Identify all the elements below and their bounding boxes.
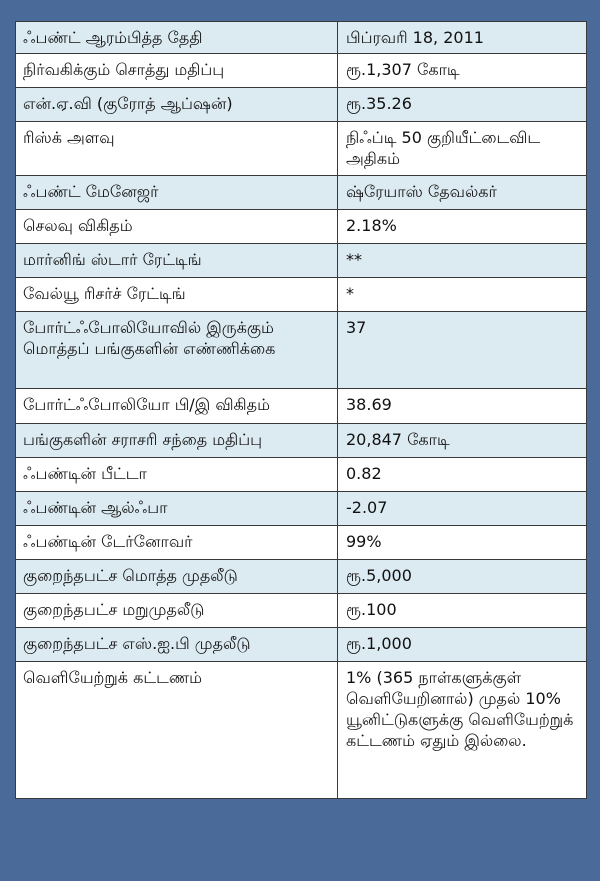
row-value: ரூ.1,000 (338, 628, 587, 662)
table-row (16, 389, 587, 424)
table-row (16, 54, 587, 88)
row-label: போர்ட்ஃபோலியோ பி/இ விகிதம் (16, 389, 338, 424)
fund-details-table (15, 21, 587, 799)
row-value: * (338, 278, 587, 312)
row-value: ரூ.5,000 (338, 560, 587, 594)
row-value: ஷ்ரேயாஸ் தேவல்கர் (338, 176, 587, 210)
row-label: வேல்யூ ரிசர்ச் ரேட்டிங் (16, 278, 338, 312)
row-value: நிஃப்டி 50 குறியீட்டைவிட அதிகம் (338, 122, 587, 176)
row-value: -2.07 (338, 492, 587, 526)
row-label: மார்னிங் ஸ்டார் ரேட்டிங் (16, 244, 338, 278)
row-value: ரூ.1,307 கோடி (338, 54, 587, 88)
table-row (16, 526, 587, 560)
row-label: குறைந்தபட்ச மொத்த முதலீடு (16, 560, 338, 594)
row-value: 20,847 கோடி (338, 424, 587, 458)
row-label: குறைந்தபட்ச எஸ்.ஐ.பி முதலீடு (16, 628, 338, 662)
fund-details-body (16, 22, 587, 799)
row-value: பிப்ரவரி 18, 2011 (338, 22, 587, 54)
table-row (16, 278, 587, 312)
row-label: ரிஸ்க் அளவு (16, 122, 338, 176)
table-row (16, 176, 587, 210)
table-row (16, 458, 587, 492)
row-value: 0.82 (338, 458, 587, 492)
table-row (16, 560, 587, 594)
table-row (16, 594, 587, 628)
table-row (16, 492, 587, 526)
table-row (16, 22, 587, 54)
row-value: ** (338, 244, 587, 278)
row-value: 99% (338, 526, 587, 560)
table-row (16, 210, 587, 244)
row-value: 37 (338, 312, 587, 389)
row-label: ஃபண்ட் மேனேஜர் (16, 176, 338, 210)
table-row (16, 662, 587, 799)
row-value: 38.69 (338, 389, 587, 424)
row-label: ஃபண்ட் ஆரம்பித்த தேதி (16, 22, 338, 54)
row-value: ரூ.100 (338, 594, 587, 628)
row-value: ரூ.35.26 (338, 88, 587, 122)
row-label: ஃபண்டின் ஆல்ஃபா (16, 492, 338, 526)
row-label: பங்குகளின் சராசரி சந்தை மதிப்பு (16, 424, 338, 458)
row-value: 2.18% (338, 210, 587, 244)
table-row (16, 628, 587, 662)
row-label: குறைந்தபட்ச மறுமுதலீடு (16, 594, 338, 628)
row-value: 1% (365 நாள்களுக்குள் வெளியேறினால்) முதல் 10% யூனிட்டுகளுக்கு வெளியேற்றுக் கட்டணம் ஏதும் இல்லை. (338, 662, 587, 799)
row-label: ஃபண்டின் டேர்னோவர் (16, 526, 338, 560)
row-label: என்.ஏ.வி (குரோத் ஆப்ஷன்) (16, 88, 338, 122)
row-label: வெளியேற்றுக் கட்டணம் (16, 662, 338, 799)
row-label: நிர்வகிக்கும் சொத்து மதிப்பு (16, 54, 338, 88)
table-row (16, 244, 587, 278)
row-label: போர்ட்ஃபோலியோவில் இருக்கும் மொத்தப் பங்குகளின் எண்ணிக்கை (16, 312, 338, 389)
table-row (16, 312, 587, 389)
table-row (16, 88, 587, 122)
table-row (16, 122, 587, 176)
row-label: ஃபண்டின் பீட்டா (16, 458, 338, 492)
table-row (16, 424, 587, 458)
row-label: செலவு விகிதம் (16, 210, 338, 244)
